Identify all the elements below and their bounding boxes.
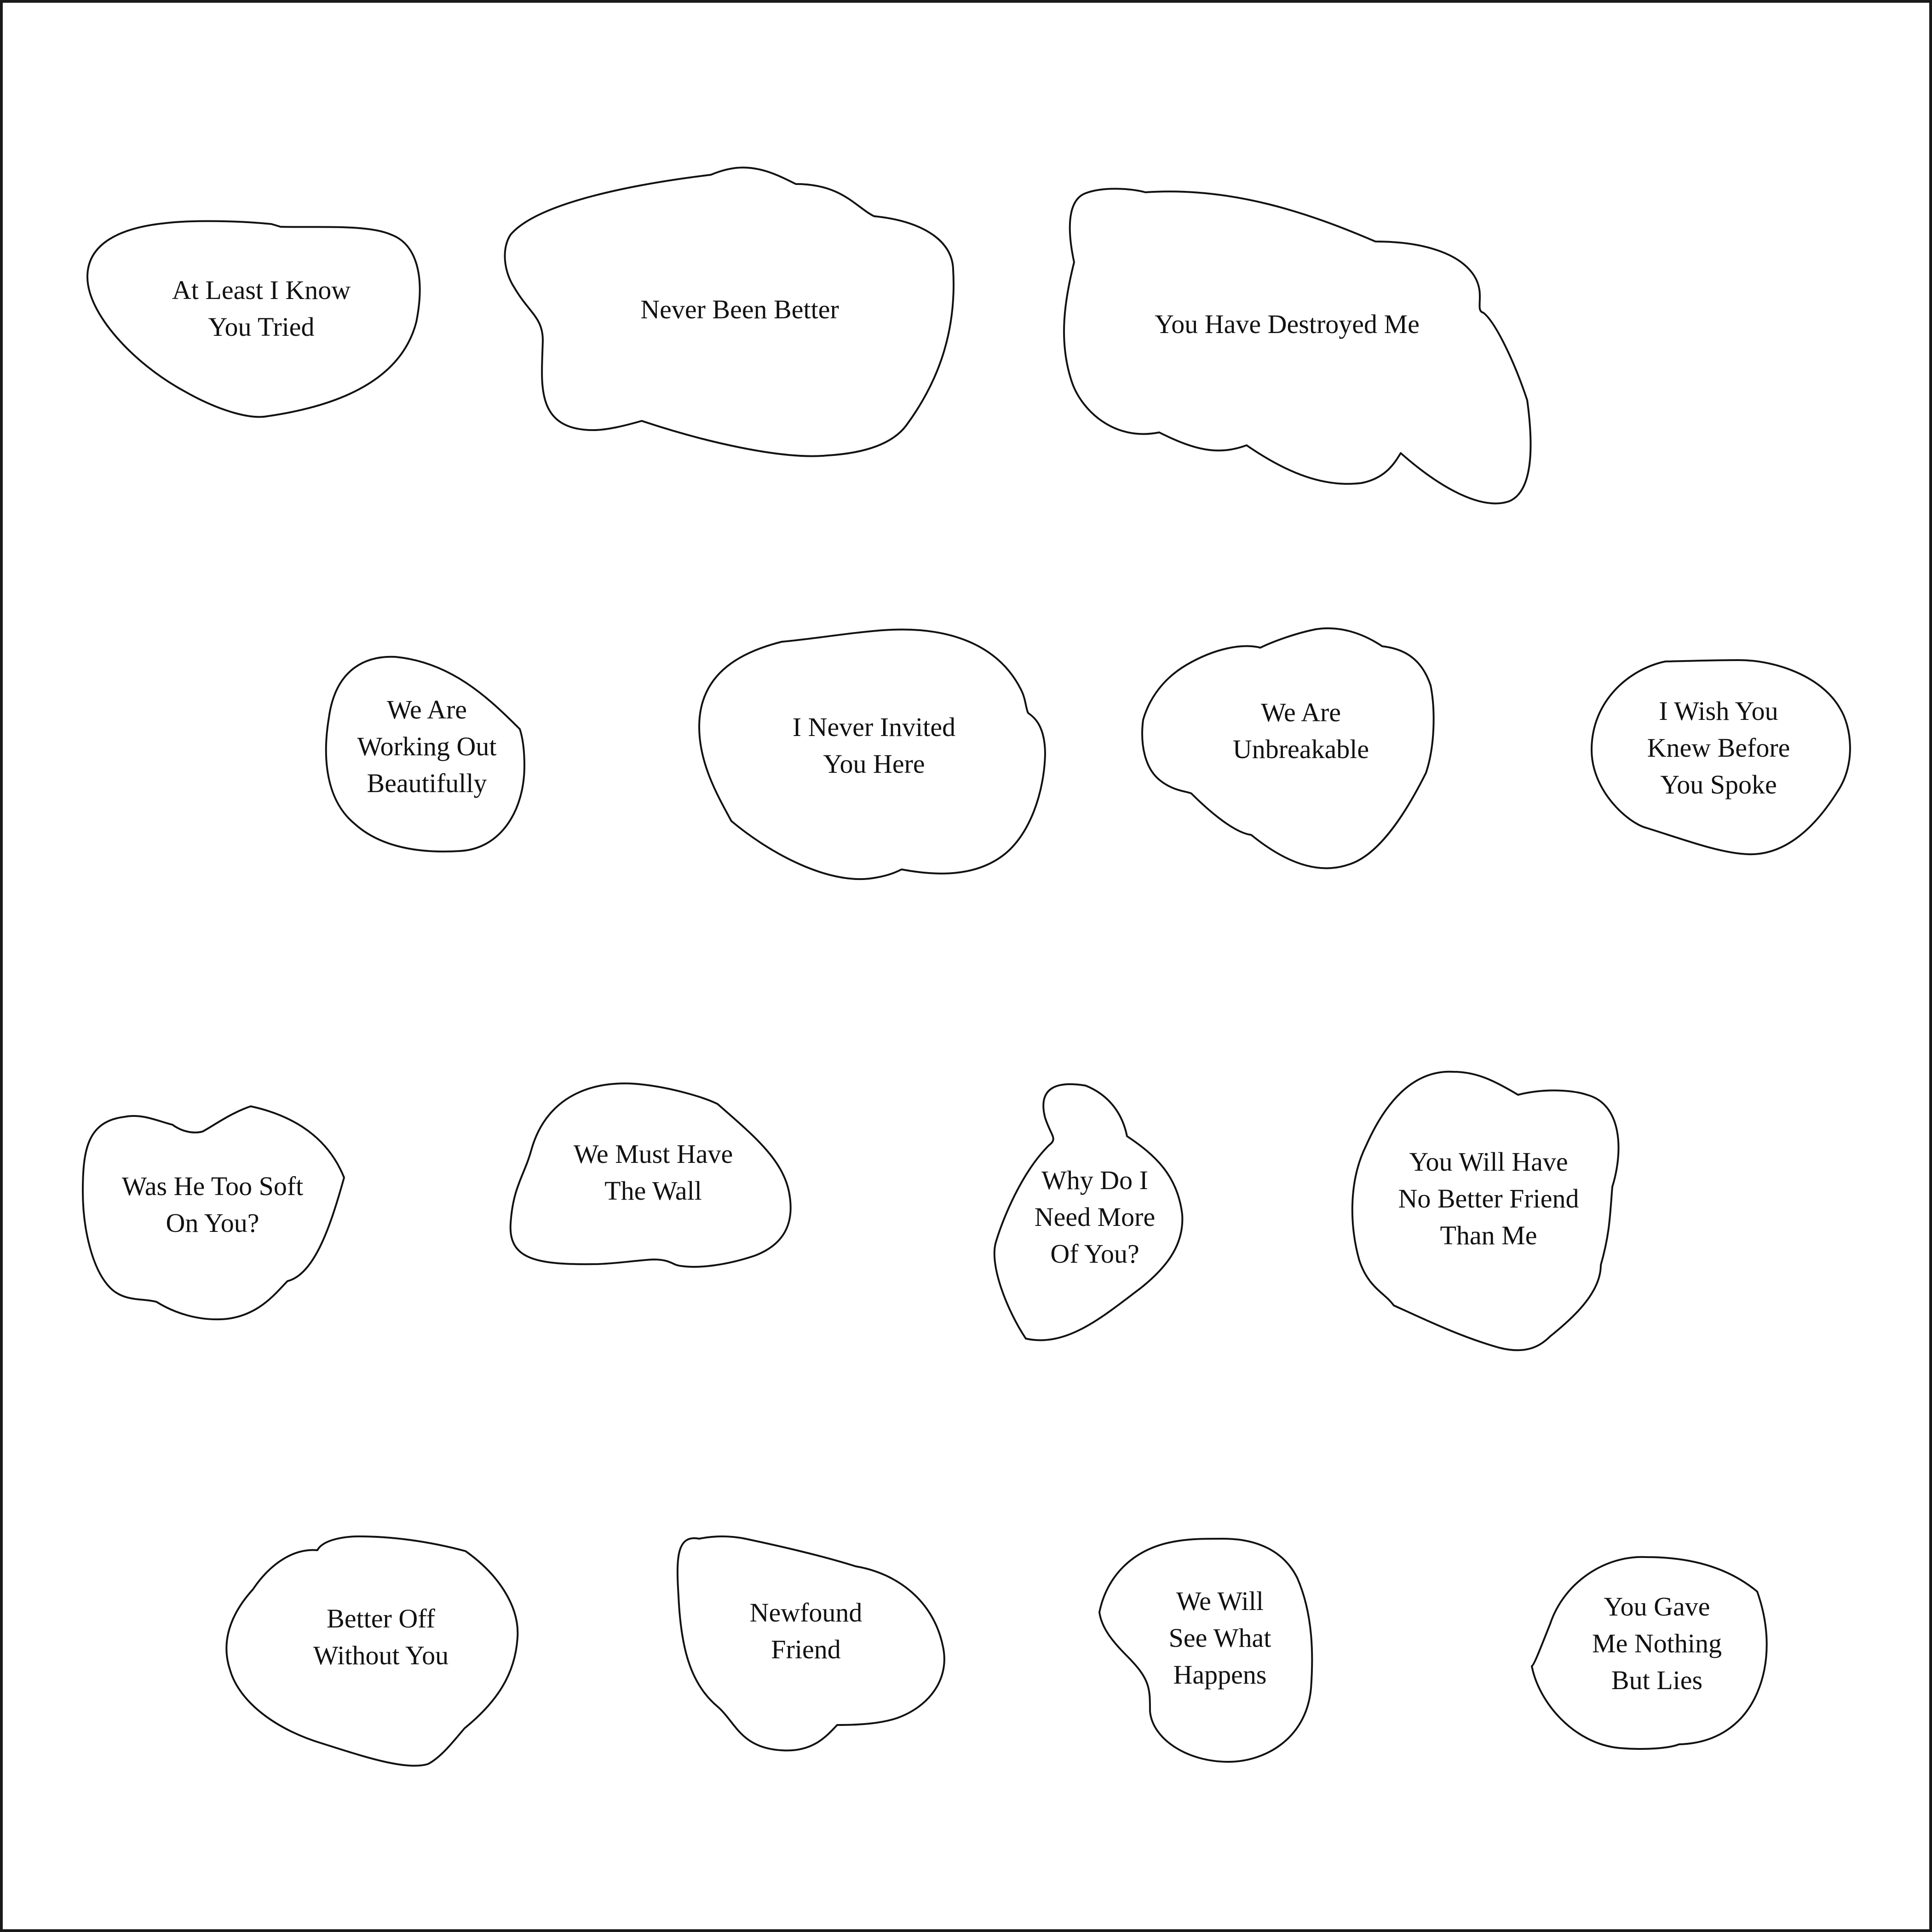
bubble-text-line: Working Out bbox=[357, 731, 497, 761]
bubble-text-line: I Wish You bbox=[1659, 696, 1778, 726]
bubble-text-line: Than Me bbox=[1440, 1220, 1537, 1250]
bubble-text-line: We Are bbox=[1260, 697, 1341, 727]
bubble-text bbox=[1169, 1586, 1271, 1690]
bubble-text-line: You Have Destroyed Me bbox=[1155, 309, 1420, 339]
bubble-text-line: You Here bbox=[823, 749, 925, 779]
bubble-text-line: Never Been Better bbox=[640, 294, 839, 324]
bubble-text-line: Without You bbox=[313, 1640, 449, 1670]
bubble-text-line: Of You? bbox=[1050, 1239, 1139, 1269]
bubble-text-line: I Never Invited bbox=[792, 712, 956, 742]
bubble-text bbox=[1592, 1592, 1722, 1695]
bubble-text-line: You Gave bbox=[1604, 1592, 1710, 1622]
bubble-text-line: You Will Have bbox=[1409, 1147, 1568, 1177]
bubble-text-line: Knew Before bbox=[1647, 733, 1790, 763]
bubble-text-line: Was He Too Soft bbox=[121, 1171, 304, 1201]
bubble-text bbox=[1647, 696, 1790, 799]
bubble-text-line: But Lies bbox=[1611, 1665, 1703, 1695]
bubble-text-line: See What bbox=[1168, 1623, 1271, 1653]
bubble-text bbox=[1035, 1165, 1156, 1269]
bubble-text-line: Friend bbox=[771, 1634, 841, 1664]
bubble-text-line: Me Nothing bbox=[1592, 1628, 1722, 1658]
bubble-text-line: No Better Friend bbox=[1398, 1184, 1579, 1213]
bubble-text-line: Beautifully bbox=[367, 768, 487, 798]
bubble-text-line: Need More bbox=[1034, 1202, 1156, 1232]
bubble-text-line: Newfound bbox=[749, 1598, 862, 1627]
bubble-text-line: On You? bbox=[166, 1208, 259, 1238]
bubble-text-line: We Are bbox=[386, 695, 467, 724]
bubble-text-line: We Must Have bbox=[573, 1139, 733, 1169]
bubble-text-line: You Spoke bbox=[1660, 770, 1777, 799]
bubble-text-line: Why Do I bbox=[1041, 1165, 1148, 1195]
bubble-text bbox=[1155, 309, 1420, 339]
bubble-text-line: The Wall bbox=[604, 1176, 702, 1206]
bubble-text-line: Better Off bbox=[327, 1604, 435, 1633]
bubble-text-line: Unbreakable bbox=[1232, 734, 1369, 764]
bubble-text-line: Happens bbox=[1173, 1660, 1267, 1690]
bubble-text-line: At Least I Know bbox=[172, 275, 351, 305]
bubble-text-line: We Will bbox=[1176, 1586, 1264, 1616]
bubble-text-line: You Tried bbox=[208, 312, 315, 342]
bubble-text bbox=[640, 294, 839, 324]
